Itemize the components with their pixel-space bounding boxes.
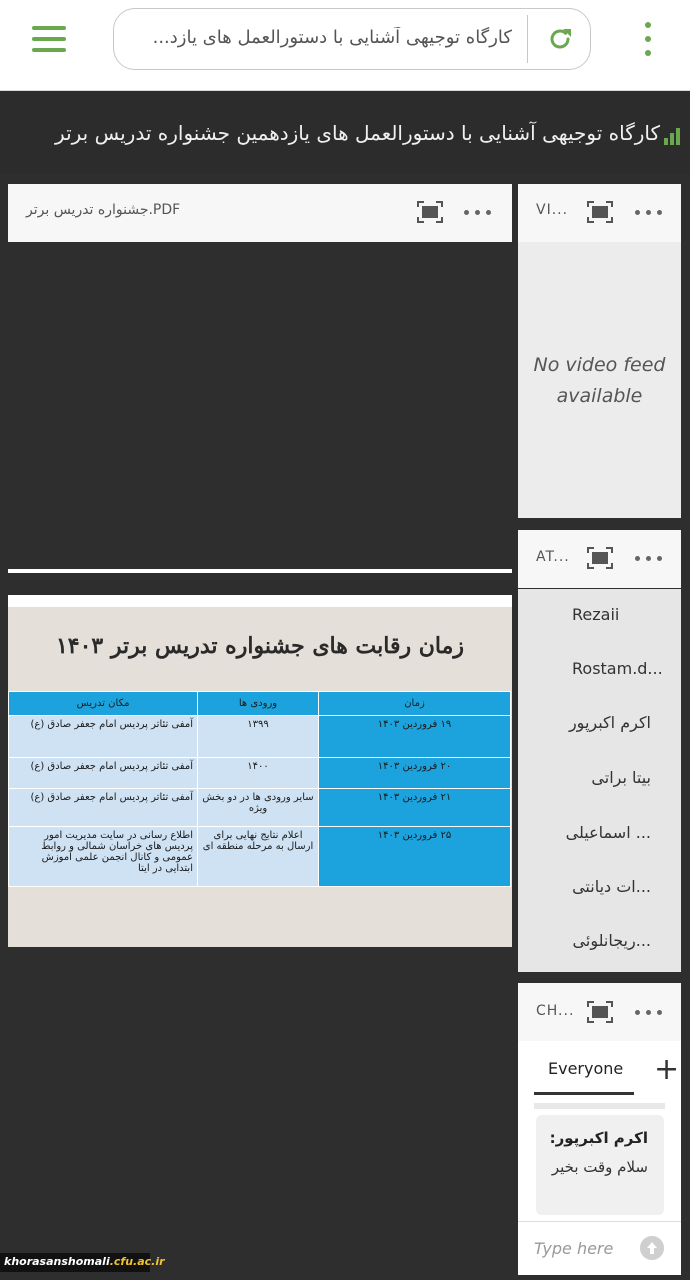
chat-message — [536, 1115, 664, 1215]
table-cell: ۲۵ فروردین ۱۴۰۳ — [319, 827, 511, 887]
watermark-suffix: .cfu.ac.ir — [109, 1255, 165, 1268]
attendee-item[interactable] — [518, 915, 681, 969]
attendee-name: اکرم اکبرپور — [568, 713, 651, 732]
tab-everyone[interactable]: Everyone — [548, 1059, 624, 1078]
table-row — [9, 716, 511, 758]
attendee-item[interactable] — [518, 697, 681, 751]
table-cell: ۲۱ فروردین ۱۴۰۳ — [319, 789, 511, 827]
expand-icon[interactable] — [587, 1001, 613, 1023]
message-text: سلام وقت بخیر — [551, 1158, 648, 1176]
chat-panel-header — [518, 983, 681, 1041]
column-header: زمان — [319, 692, 511, 716]
schedule-table — [8, 691, 511, 887]
chat-input-bar — [518, 1221, 681, 1275]
attendee-list — [518, 589, 681, 972]
active-tab-indicator — [534, 1092, 634, 1095]
table-cell: آمفی تئاتر پردیس امام جعفر صادق (ع) — [9, 789, 198, 827]
meeting-title: کارگاه توجیهی آشنایی با دستورالعمل های یازدهمین جشنواره تدریس برتر — [55, 121, 660, 145]
browser-toolbar — [0, 0, 690, 91]
attendee-name: ...ریجانلوئی — [572, 931, 651, 950]
page-divider — [8, 569, 512, 573]
kebab-menu-icon[interactable] — [638, 22, 658, 58]
table-cell: ۱۹ فروردین ۱۴۰۳ — [319, 716, 511, 758]
more-options-icon[interactable] — [635, 556, 665, 562]
attendee-name: ... اسماعیلی — [565, 823, 651, 842]
watermark — [0, 1253, 165, 1272]
watermark-text — [4, 1255, 165, 1268]
attendee-name: ...ات دیانتی — [572, 877, 651, 896]
table-cell: ۱۴۰۰ — [198, 758, 319, 789]
attendees-panel-title: AT... — [536, 549, 570, 565]
attendee-item[interactable] — [518, 861, 681, 915]
attendee-name: Rostam.d... — [572, 659, 663, 678]
chat-body — [518, 1041, 681, 1221]
attendee-name: بیتا براتی — [591, 768, 651, 787]
more-options-icon[interactable] — [635, 210, 665, 216]
pdf-panel-title: جشنواره تدریس برتر.PDF — [26, 202, 181, 218]
video-panel-header — [518, 184, 681, 242]
send-icon[interactable] — [640, 1236, 664, 1260]
attendee-item[interactable] — [518, 807, 681, 861]
table-cell: اطلاع رسانی در سایت مدیریت امور پردیس های خراسان شمالی و روابط عمومی و کانال انجمن علمی آموزش ابتدایی در ایتا — [9, 827, 198, 887]
message-sender: اکرم اکبرپور: — [549, 1129, 648, 1147]
table-row — [9, 758, 511, 789]
table-cell: اعلام نتایج نهایی برای ارسال به مرحله منطقه ای — [198, 827, 319, 887]
address-bar-text[interactable]: کارگاه توجیهی آشنایی با دستورالعمل های یازد... — [152, 27, 512, 48]
meeting-title-bar — [0, 91, 690, 174]
address-bar[interactable] — [113, 8, 591, 70]
chat-panel-title: CH... — [536, 1003, 575, 1019]
table-cell: سایر ورودی ها در دو بخش ویژه — [198, 789, 319, 827]
reload-icon[interactable] — [546, 25, 574, 53]
add-chat-button[interactable]: + — [654, 1052, 680, 1087]
no-video-message: No video feed available — [533, 354, 666, 407]
slide-top-margin — [8, 595, 512, 607]
watermark-domain: khorasanshomali — [4, 1255, 110, 1268]
video-panel-title: VI... — [536, 202, 569, 218]
attendee-name: Rezaii — [572, 605, 620, 624]
expand-icon[interactable] — [587, 547, 613, 569]
attendees-panel-header — [518, 530, 681, 588]
pdf-panel-header — [8, 184, 512, 242]
expand-icon[interactable] — [587, 201, 613, 223]
table-cell: ۲۰ فروردین ۱۴۰۳ — [319, 758, 511, 789]
address-bar-divider — [527, 15, 528, 63]
expand-icon[interactable] — [417, 201, 443, 223]
column-header: مکان تدریس — [9, 692, 198, 716]
attendee-item[interactable] — [518, 752, 681, 806]
more-options-icon[interactable] — [464, 210, 494, 216]
table-row — [9, 827, 511, 887]
table-cell: آمفی تئاتر پردیس امام جعفر صادق (ع) — [9, 758, 198, 789]
connection-signal-icon — [664, 125, 684, 145]
pdf-slide — [8, 607, 512, 947]
table-cell: ۱۳۹۹ — [198, 716, 319, 758]
video-feed-area — [518, 242, 681, 518]
chat-input[interactable] — [532, 1232, 636, 1264]
table-cell: آمفی تئاتر پردیس امام جعفر صادق (ع) — [9, 716, 198, 758]
table-row — [9, 789, 511, 827]
hamburger-menu-icon[interactable] — [32, 26, 66, 52]
slide-title: زمان رقابت های جشنواره تدریس برتر ۱۴۰۳ — [55, 633, 465, 659]
chat-divider — [534, 1103, 665, 1109]
column-header: ورودی ها — [198, 692, 319, 716]
table-header-row — [9, 692, 511, 716]
attendee-item[interactable] — [518, 643, 681, 697]
attendee-item[interactable] — [518, 589, 681, 643]
more-options-icon[interactable] — [635, 1010, 665, 1016]
